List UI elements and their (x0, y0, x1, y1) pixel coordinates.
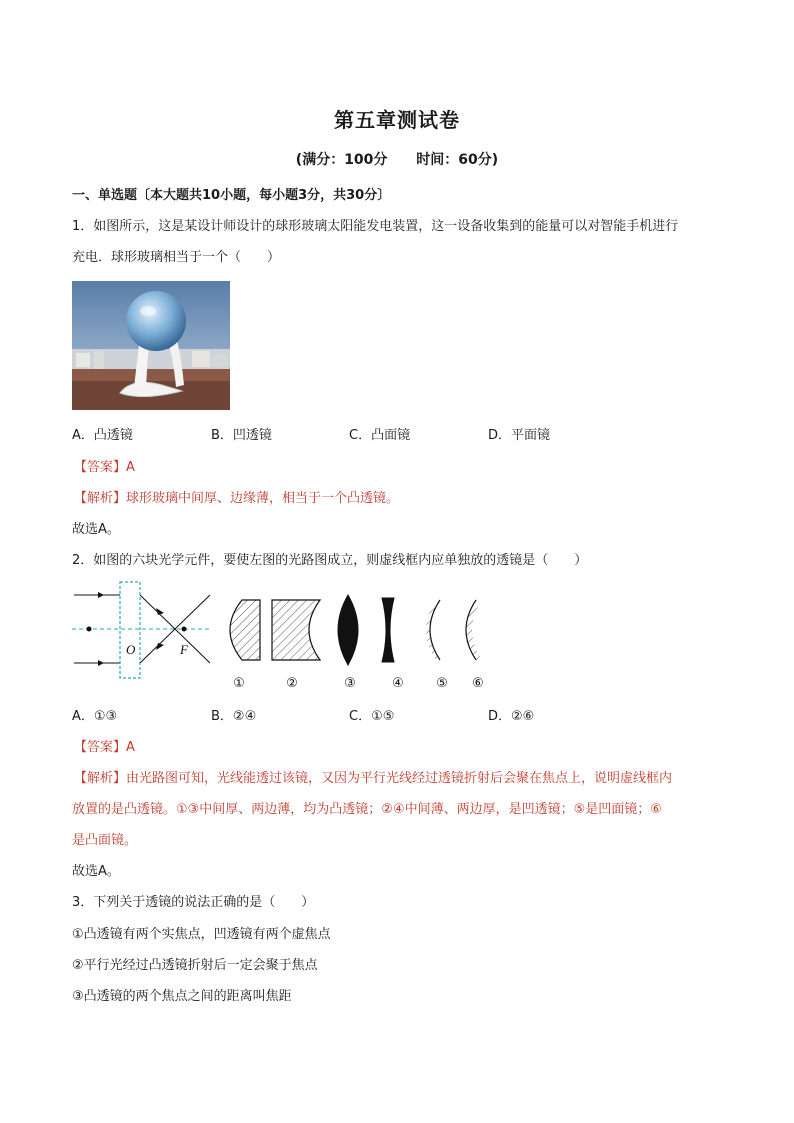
label-f: F (180, 642, 188, 657)
q1-answer-label: 【答案】 (74, 460, 127, 475)
q3-item-2: ②平行光经过凸透镜折射后一定会聚于焦点 (72, 958, 318, 973)
q1-analysis (74, 487, 399, 506)
q2-conclusion: 故选A。 (72, 864, 120, 879)
page-subtitle (0, 149, 794, 169)
q1-answer (74, 456, 135, 475)
time-info: 时间：60分) (416, 152, 499, 168)
num-6: ⑥ (472, 676, 484, 691)
q1-conclusion: 故选A。 (72, 522, 120, 537)
num-1: ① (233, 676, 245, 691)
q2-analysis-line2: 放置的是凸透镜。①③中间厚、两边薄，均为凸透镜；②④中间薄、两边厚，是凹透镜；⑤是凹面镜；⑥ (72, 802, 662, 817)
q3-item-3: ③凸透镜的两个焦点之间的距离叫焦距 (72, 989, 292, 1004)
q2-option-a: A．①③ (72, 709, 118, 724)
q2-stem: 2．如图的六块光学元件，要使左图的光路图成立，则虚线框内应单独放的透镜是（ ） (72, 553, 588, 568)
q1-option-c: C．凸面镜 (349, 428, 411, 443)
q2-option-c: C．①⑤ (349, 709, 395, 724)
num-2: ② (286, 676, 298, 691)
q3-item-1: ①凸透镜有两个实焦点，凹透镜有两个虚焦点 (72, 927, 331, 942)
optics-diagram (72, 580, 502, 699)
q2-analysis-text1: 由光路图可知，光线能透过该镜，又因为平行光线经过透镜折射后会聚在焦点上，说明虚线框内 (126, 771, 673, 786)
q1-stem-line1: 1．如图所示，这是某设计师设计的球形玻璃太阳能发电装置，这一设备收集到的能量可以对智能手机进行 (72, 219, 679, 234)
q1-option-d: D．平面镜 (488, 428, 551, 443)
q2-analysis-line1 (74, 767, 672, 786)
q3-stem: 3．下列关于透镜的说法正确的是（ ） (72, 895, 315, 910)
q2-analysis-line3: 是凸面镜。 (72, 833, 138, 848)
section-heading: 一、单选题〔本大题共10小题，每小题3分，共30分〕 (72, 188, 391, 203)
label-o: O (126, 642, 136, 657)
q1-analysis-text: 球形玻璃中间厚、边缘薄，相当于一个凸透镜。 (126, 491, 400, 506)
num-5: ⑤ (436, 676, 448, 691)
page-title: 第五章测试卷 (334, 108, 460, 132)
solar-sphere-photo (72, 281, 230, 410)
element-2 (272, 600, 320, 660)
num-4: ④ (392, 676, 404, 691)
q1-analysis-label: 【解析】 (74, 491, 127, 506)
q1-answer-value: A (126, 460, 135, 475)
q2-option-b: B．②④ (211, 709, 257, 724)
num-3: ③ (344, 676, 356, 691)
q2-answer-label: 【答案】 (74, 740, 127, 755)
q2-answer-value: A (126, 740, 135, 755)
element-1 (230, 600, 260, 660)
q2-answer (74, 736, 135, 755)
element-3 (338, 595, 358, 665)
q1-option-b: B．凹透镜 (211, 428, 272, 443)
score-info: (满分：100分 (295, 152, 388, 168)
q1-option-a: A．凸透镜 (72, 428, 133, 443)
q1-stem-line2: 充电．球形玻璃相当于一个（ ） (72, 250, 281, 265)
element-4 (382, 598, 394, 662)
q2-analysis-label: 【解析】 (74, 771, 127, 786)
q2-option-d: D．②⑥ (488, 709, 535, 724)
